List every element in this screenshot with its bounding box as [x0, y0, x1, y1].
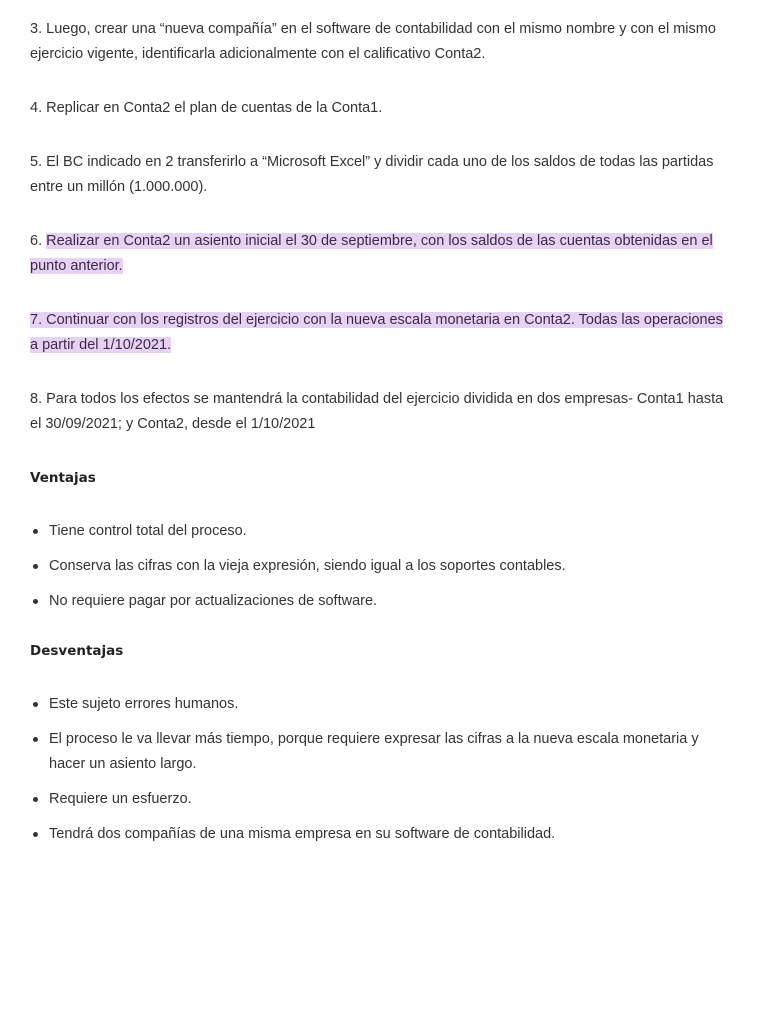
- step-8-number: 8.: [30, 391, 43, 407]
- step-4-text: Replicar en Conta2 el plan de cuentas de la Conta1.: [46, 100, 383, 116]
- step-3: [30, 17, 730, 67]
- step-4: [30, 96, 730, 121]
- bullet-icon: [33, 737, 38, 742]
- bullet-icon: [33, 797, 38, 802]
- step-6: [30, 229, 730, 279]
- desventajas-heading: Desventajas: [30, 643, 124, 659]
- step-7: [30, 308, 730, 358]
- bullet-icon: [33, 564, 38, 569]
- list-item: Este sujeto errores humanos.: [30, 692, 730, 717]
- step-7-highlighted-text: Continuar con los registros del ejercicio con la nueva escala monetaria en Conta2. Todas las operaciones a partir del 1/10/2021.: [30, 312, 723, 353]
- list-item: El proceso le va llevar más tiempo, porque requiere expresar las cifras a la nueva escala monetaria y hacer un asiento largo.: [30, 727, 730, 777]
- list-item: No requiere pagar por actualizaciones de software.: [30, 589, 730, 614]
- bullet-icon: [33, 832, 38, 837]
- bullet-icon: [33, 529, 38, 534]
- document-body: [30, 17, 730, 872]
- bullet-icon: [33, 702, 38, 707]
- step-4-number: 4.: [30, 100, 43, 116]
- step-3-number: 3.: [30, 21, 43, 37]
- list-item: Tiene control total del proceso.: [30, 519, 730, 544]
- step-5: [30, 150, 730, 200]
- step-6-highlighted-text: Realizar en Conta2 un asiento inicial el 30 de septiembre, con los saldos de las cuentas obtenidas en el punto anterior.: [30, 233, 713, 274]
- step-5-text: El BC indicado en 2 transferirlo a “Microsoft Excel” y dividir cada uno de los saldos de todas las partidas entre un millón (1.000.000).: [30, 154, 714, 195]
- desventajas-list: [30, 692, 730, 847]
- ventajas-list: [30, 519, 730, 614]
- bullet-icon: [33, 599, 38, 604]
- list-item: Requiere un esfuerzo.: [30, 787, 730, 812]
- step-7-number: 7.: [30, 312, 43, 328]
- ventajas-heading: Ventajas: [30, 470, 96, 486]
- step-8: [30, 387, 730, 437]
- step-3-text: Luego, crear una “nueva compañía” en el software de contabilidad con el mismo nombre y con el mismo ejercicio vigente, identificarla adicionalmente con el calificativo Conta2.: [30, 21, 716, 62]
- list-item: Tendrá dos compañías de una misma empresa en su software de contabilidad.: [30, 822, 730, 847]
- step-8-text: Para todos los efectos se mantendrá la contabilidad del ejercicio dividida en dos empresas- Conta1 hasta el 30/09/2021; y Conta2, desde el 1/10/2021: [30, 391, 724, 432]
- list-item: Conserva las cifras con la vieja expresión, siendo igual a los soportes contables.: [30, 554, 730, 579]
- step-5-number: 5.: [30, 154, 43, 170]
- step-6-number: 6.: [30, 233, 43, 249]
